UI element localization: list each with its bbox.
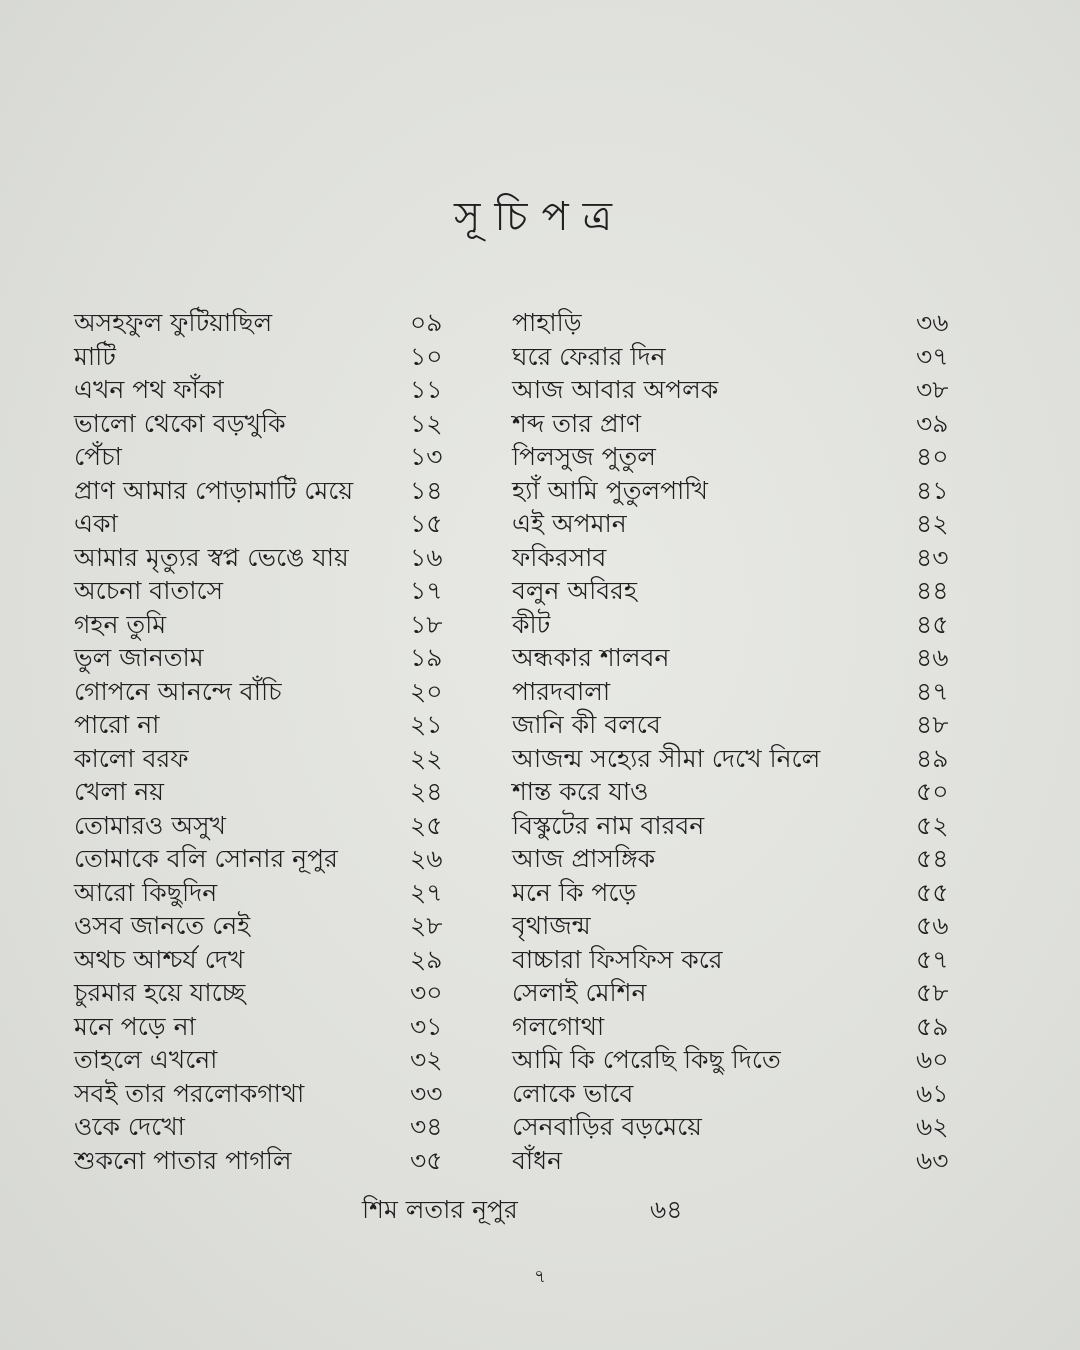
- toc-entry: [512, 340, 972, 374]
- toc-entry-page: ৩১: [410, 1011, 443, 1041]
- toc-entry-title: লোকে ভাবে: [512, 1078, 634, 1108]
- toc-entry: [512, 407, 972, 441]
- toc-entry-title: অন্ধকার শালবন: [512, 643, 670, 672]
- toc-entry-title: ওসব জানতে নেই: [74, 911, 251, 940]
- toc-entry-title: পাহাড়ি: [512, 308, 582, 337]
- toc-entry-page: ৫৯: [916, 1011, 949, 1041]
- toc-entry-page: ৬৩: [916, 1145, 949, 1175]
- toc-entry: [512, 909, 972, 943]
- toc-right-column: [512, 306, 972, 1177]
- toc-entry-title: আমার মৃত্যুর স্বপ্ন ভেঙে যায়: [74, 542, 349, 572]
- toc-entry-title: গহন তুমি: [74, 609, 167, 639]
- toc-entry-page: ৪১: [916, 475, 949, 505]
- toc-entry-page: ৩৭: [916, 341, 949, 371]
- toc-entry-title: গলগোথা: [512, 1011, 605, 1041]
- toc-entry-title: অচেনা বাতাসে: [74, 576, 224, 605]
- toc-entry-title: হ্যাঁ আমি পুতুলপাখি: [512, 475, 708, 505]
- toc-entry-title: তোমাকে বলি সোনার নূপুর: [74, 844, 338, 873]
- toc-entry: [512, 306, 972, 340]
- toc-entry-title: পেঁচা: [74, 442, 122, 471]
- toc-entry: [74, 775, 474, 809]
- toc-entry: [74, 809, 474, 843]
- toc-entry-page: ১০: [410, 341, 443, 371]
- toc-entry: [74, 876, 474, 910]
- toc-entry-page: ৪০: [916, 442, 949, 471]
- toc-entry-page: ৫৬: [916, 911, 949, 940]
- toc-entry: [512, 943, 972, 977]
- toc-entry-title: ভালো থেকো বড়খুকি: [74, 408, 286, 438]
- toc-entry-title: শান্ত করে যাও: [512, 777, 649, 806]
- toc-entry-page: ২৪: [410, 777, 443, 806]
- toc-entry-title: মনে পড়ে না: [74, 1011, 196, 1041]
- toc-entry-title: তোমারও অসুখ: [74, 810, 226, 840]
- toc-entry-title: ওকে দেখো: [74, 1112, 185, 1141]
- toc-entry-title: এই অপমান: [512, 509, 627, 538]
- toc-entry: [512, 541, 972, 575]
- toc-entry-page: ৪৯: [916, 743, 949, 773]
- toc-entry-page: ১৬: [410, 542, 443, 572]
- toc-entry: [74, 306, 474, 340]
- toc-entry: [74, 608, 474, 642]
- toc-entry-page: ২৫: [410, 810, 443, 840]
- toc-entry-page: ৪৫: [916, 609, 949, 639]
- toc-entry-title: পারদবালা: [512, 676, 611, 706]
- toc-entry-title: চুরমার হয়ে যাচ্ছে: [74, 978, 246, 1007]
- toc-entry-title: কীট: [512, 609, 551, 639]
- toc-entry-page: ১৯: [410, 643, 443, 672]
- toc-entry: [512, 608, 972, 642]
- toc-entry: [74, 507, 474, 541]
- toc-entry-title: প্রাণ আমার পোড়ামাটি মেয়ে: [74, 475, 354, 505]
- toc-entry-page: ৫৪: [916, 844, 949, 873]
- toc-entry-title: আমি কি পেরেছি কিছু দিতে: [512, 1045, 781, 1074]
- toc-entry: [74, 474, 474, 508]
- toc-entry-page: ৩৯: [916, 408, 949, 438]
- toc-entry-title: এখন পথ ফাঁকা: [74, 375, 224, 404]
- toc-entry-title: সেলাই মেশিন: [512, 978, 647, 1007]
- toc-entry: [512, 775, 972, 809]
- toc-entry: [512, 708, 972, 742]
- toc-entry-page: ১১: [410, 375, 443, 404]
- toc-entry: [74, 641, 474, 675]
- toc-entry-title: শব্দ তার প্রাণ: [512, 408, 642, 438]
- toc-entry: [512, 474, 972, 508]
- toc-entry-page: ১৩: [410, 442, 443, 471]
- toc-entry-title: অসহফুল ফুটিয়াছিল: [74, 308, 273, 337]
- toc-entry: [512, 742, 972, 776]
- toc-entry-title: গোপনে আনন্দে বাঁচি: [74, 676, 282, 706]
- toc-entry-page: ৪৬: [916, 643, 949, 672]
- toc-entry-page: ৬২: [916, 1112, 949, 1141]
- toc-entry-page: ২৮: [410, 911, 443, 940]
- contents-heading: সূচিপত্র: [454, 194, 626, 240]
- toc-entry-page: ২৬: [410, 844, 443, 873]
- toc-entry-title: বাচ্চারা ফিসফিস করে: [512, 944, 723, 974]
- toc-entry: [512, 1144, 972, 1178]
- toc-entry-title: সেনবাড়ির বড়মেয়ে: [512, 1112, 702, 1141]
- toc-entry: [74, 1043, 474, 1077]
- toc-entry-page: ২২: [410, 743, 443, 773]
- toc-entry-page: ৪৮: [916, 710, 949, 739]
- toc-entry-title: বৃথাজন্ম: [512, 911, 591, 940]
- toc-entry: [512, 876, 972, 910]
- toc-entry-title: আজন্ম সহ্যের সীমা দেখে নিলে: [512, 743, 821, 773]
- toc-entry-page: ৩০: [410, 978, 443, 1007]
- toc-entry: [512, 976, 972, 1010]
- toc-entry: [74, 407, 474, 441]
- toc-entry-page: ৩৮: [916, 375, 949, 404]
- toc-entry-title: বলুন অবিরহ: [512, 576, 638, 605]
- toc-entry: [74, 943, 474, 977]
- toc-entry-page: ৩৬: [916, 308, 949, 337]
- toc-entry: [74, 842, 474, 876]
- toc-entry: [74, 340, 474, 374]
- toc-entry-page: ৩৪: [410, 1112, 443, 1141]
- toc-entry: [74, 708, 474, 742]
- toc-entry-title: পিলসুজ পুতুল: [512, 442, 656, 471]
- toc-entry: [74, 574, 474, 608]
- toc-entry-title: মাটি: [74, 341, 116, 371]
- toc-entry-page: ০৯: [410, 308, 443, 337]
- toc-entry-title: তাহলে এখনো: [74, 1045, 218, 1074]
- toc-entry: [512, 1110, 972, 1144]
- toc-entry-title: পারো না: [74, 710, 160, 739]
- toc-entry-page: ২০: [410, 676, 443, 706]
- toc-entry: [512, 842, 972, 876]
- toc-entry: [74, 541, 474, 575]
- toc-entry-title: খেলা নয়: [74, 777, 165, 806]
- toc-entry: [512, 675, 972, 709]
- toc-entry: [74, 373, 474, 407]
- toc-entry: [512, 373, 972, 407]
- toc-entry-title: আজ প্রাসঙ্গিক: [512, 844, 656, 873]
- toc-entry-page: ৪৩: [916, 542, 949, 572]
- toc-entry-title: ফকিরসাব: [512, 542, 607, 572]
- toc-entry: [512, 809, 972, 843]
- toc-entry-page: ৪৪: [916, 576, 949, 605]
- toc-entry-title: ঘরে ফেরার দিন: [512, 341, 666, 371]
- toc-entry-page: ২১: [410, 710, 443, 739]
- toc-final-entry: [362, 1192, 722, 1228]
- toc-entry-page: ৩৩: [410, 1078, 443, 1108]
- toc-entry: [74, 742, 474, 776]
- toc-entry: [74, 1110, 474, 1144]
- toc-entry-title: আজ আবার অপলক: [512, 375, 719, 404]
- toc-entry-page: ৫২: [916, 810, 949, 840]
- toc-entry-title: মনে কি পড়ে: [512, 877, 637, 907]
- toc-entry: [512, 1010, 972, 1044]
- toc-entry-page: ৫৭: [916, 944, 949, 974]
- toc-entry-page: ১৪: [410, 475, 443, 505]
- toc-entry-page: ৪২: [916, 509, 949, 538]
- toc-entry-title: শুকনো পাতার পাগলি: [74, 1145, 292, 1175]
- toc-entry: [74, 976, 474, 1010]
- toc-entry: [74, 675, 474, 709]
- toc-entry: [74, 1077, 474, 1111]
- toc-entry: [512, 574, 972, 608]
- toc-entry-page: ২৯: [410, 944, 443, 974]
- toc-entry: [74, 440, 474, 474]
- toc-entry-page: ৫৮: [916, 978, 949, 1007]
- toc-entry-title: অথচ আশ্চর্য দেখ: [74, 944, 245, 974]
- toc-entry-title: সবই তার পরলোকগাথা: [74, 1078, 305, 1108]
- toc-entry: [512, 1043, 972, 1077]
- toc-entry-title: একা: [74, 509, 118, 538]
- toc-entry: [512, 641, 972, 675]
- toc-entry-title: শিম লতার নূপুর: [362, 1195, 518, 1224]
- toc-entry-page: ৪৭: [916, 676, 949, 706]
- toc-entry: [512, 440, 972, 474]
- toc-entry-page: ৫৫: [916, 877, 949, 907]
- toc-entry-page: ৩২: [410, 1045, 443, 1074]
- toc-entry: [512, 1077, 972, 1111]
- toc-entry-page: ৫০: [916, 777, 949, 806]
- toc-entry-title: আরো কিছুদিন: [74, 877, 218, 907]
- toc-entry-title: ভুল জানতাম: [74, 643, 204, 672]
- toc-entry: [512, 507, 972, 541]
- toc-entry-title: জানি কী বলবে: [512, 710, 661, 739]
- toc-entry-title: বাঁধন: [512, 1145, 563, 1175]
- toc-entry: [74, 1144, 474, 1178]
- toc-entry-page: ৩৫: [410, 1145, 443, 1175]
- toc-entry-title: কালো বরফ: [74, 743, 189, 773]
- toc-entry-page: ৬৪: [650, 1195, 683, 1224]
- toc-entry-page: ৬১: [916, 1078, 949, 1108]
- toc-entry: [74, 1010, 474, 1044]
- toc-entry-page: ১২: [410, 408, 443, 438]
- toc-left-column: [74, 306, 474, 1177]
- page-number: ৭: [534, 1266, 546, 1287]
- toc-entry-page: ২৭: [410, 877, 443, 907]
- toc-entry-page: ১৭: [410, 576, 443, 605]
- toc-entry-page: ৬০: [916, 1045, 949, 1074]
- toc-entry: [74, 909, 474, 943]
- toc-entry-page: ১৮: [410, 609, 443, 639]
- toc-entry-page: ১৫: [410, 509, 443, 538]
- toc-entry-title: বিস্কুটের নাম বারবন: [512, 810, 705, 840]
